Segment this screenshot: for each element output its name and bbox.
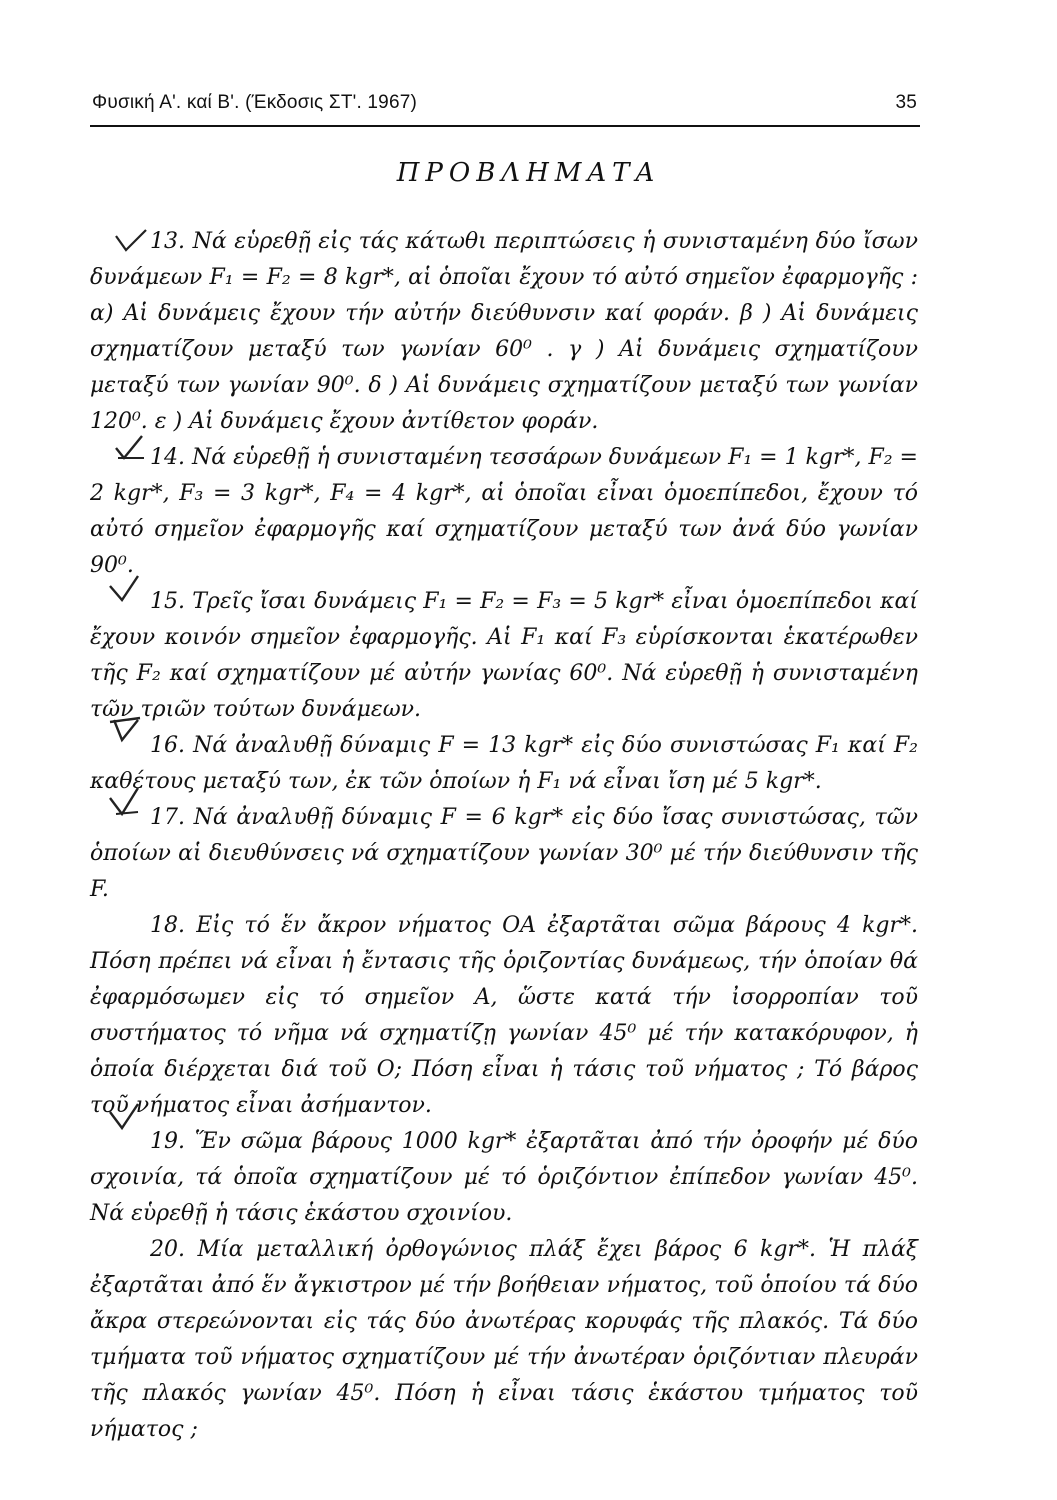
problem-19 [90,1124,918,1232]
running-header [92,92,917,114]
problems-list [90,224,918,1448]
problem-text: Νά εὑρεθῇ ἡ συνισταμένη τεσσάρων δυνάμεων F₁ = 1 kgr*, F₂ = 2 kgr*, F₃ = 3 kgr*, F₄ = 4 kgr*, αἱ ὁποῖαι εἶναι ὁμοεπίπεδοι, ἔχουν τό αὐτό σημεῖον ἐφαρμογῆς καί σχηματίζουν μεταξύ των ἀνά δύο γωνίαν 90⁰. [90,445,918,578]
check-mark-icon [114,434,148,464]
check-mark-icon [114,226,148,256]
problem-number: 19. [150,1129,185,1154]
problem-17 [90,800,918,908]
problem-20 [90,1232,918,1448]
check-mark-icon [108,574,142,604]
problem-number: 20. [150,1237,185,1262]
problem-14 [90,440,918,584]
problem-text: Τρεῖς ἴσαι δυνάμεις F₁ = F₂ = F₃ = 5 kgr* εἶναι ὁμοεπίπεδοι καί ἔχουν κοινόν σημεῖον ἐφαρμογῆς. Αἱ F₁ καί F₃ εὑρίσκονται ἑκατέρωθεν τῆς F₂ καί σχηματίζουν μέ αὐτήν γωνίας 60⁰. Νά εὑρεθῇ ἡ συνισταμένη τῶν τριῶν τούτων δυνάμεων. [90,589,918,722]
check-mark-icon [108,786,142,816]
problem-number: 13. [150,229,185,254]
page-number: 35 [895,92,917,113]
check-mark-icon [108,716,142,746]
problem-number: 18. [150,913,185,938]
problem-16 [90,728,918,800]
problem-18 [90,908,918,1124]
section-title: ΠΡΟΒΛΗΜΑΤΑ [396,158,661,188]
problem-text: Ἕν σῶμα βάρους 1000 kgr* ἐξαρτᾶται ἀπό τήν ὀροφήν μέ δύο σχοινία, τά ὁποῖα σχηματίζουν μέ τό ὁριζόντιον ἐπίπεδον γωνίαν 45⁰. Νά εὑρεθῇ ἡ τάσις ἑκάστου σχοινίου. [90,1129,918,1226]
problem-15 [90,584,918,728]
problem-number: 16. [150,733,185,758]
problem-13 [90,224,918,440]
problem-text: Μία μεταλλική ὀρθογώνιος πλάξ ἔχει βάρος 6 kgr*. Ἡ πλάξ ἐξαρτᾶται ἀπό ἕν ἄγκιστρον μέ τήν βοήθειαν νήματος, τοῦ ὁποίου τά δύο ἄκρα στερεώνονται εἰς τάς δύο ἀνωτέρας κορυφάς τῆς πλακός. Τά δύο τμήματα τοῦ νήματος σχηματίζουν μέ τήν ἀνωτέραν ὁριζόντιαν πλευράν τῆς πλακός γωνίαν 45⁰. Πόση ἡ εἶναι τάσις ἑκάστου τμήματος τοῦ νήματος ; [90,1237,918,1442]
problem-text: Εἰς τό ἕν ἄκρον νήματος ΟΑ ἐξαρτᾶται σῶμα βάρους 4 kgr*. Πόση πρέπει νά εἶναι ἡ ἔντασις τῆς ὁριζοντίας δυνάμεως, τήν ὁποίαν θά ἐφαρμόσωμεν εἰς τό σημεῖον Α, ὥστε κατά τήν ἰσορροπίαν τοῦ συστήματος τό νῆμα νά σχηματίζῃ γωνίαν 45⁰ μέ τήν κατακόρυφον, ἡ ὁποία διέρχεται διά τοῦ Ο; Πόση εἶναι ἡ τάσις τοῦ νήματος ; Τό βάρος τοῦ νήματος εἶναι ἀσήμαντον. [90,913,918,1118]
problem-number: 14. [150,445,185,470]
problem-text: Νά εὑρεθῇ εἰς τάς κάτωθι περιπτώσεις ἡ συνισταμένη δύο ἴσων δυνάμεων F₁ = F₂ = 8 kgr*, αἱ ὁποῖαι ἔχουν τό αὐτό σημεῖον ἐφαρμογῆς : α) Αἱ δυνάμεις ἔχουν τήν αὐτήν διεύθυνσιν καί φοράν. β ) Αἱ δυνάμεις σχηματίζουν μεταξύ των γωνίαν 60⁰ . γ ) Αἱ δυνάμεις σχηματίζουν μεταξύ των γωνίαν 90⁰. δ ) Αἱ δυνάμεις σχηματίζουν μεταξύ των γωνίαν 120⁰. ε ) Αἱ δυνάμεις ἔχουν ἀντίθετον φοράν. [90,229,918,434]
problem-text: Νά ἀναλυθῇ δύναμις F = 13 kgr* εἰς δύο συνιστώσας F₁ καί F₂ καθέτους μεταξύ των, ἐκ τῶν ὁποίων ἡ F₁ νά εἶναι ἴση μέ 5 kgr*. [90,733,918,794]
problem-text: Νά ἀναλυθῇ δύναμις F = 6 kgr* εἰς δύο ἴσας συνιστώσας, τῶν ὁποίων αἱ διευθύνσεις νά σχηματίζουν γωνίαν 30⁰ μέ τήν διεύθυνσιν τῆς F. [90,805,919,902]
problem-number: 15. [150,589,185,614]
check-mark-icon [108,1102,142,1132]
header-rule [90,125,920,127]
running-title: Φυσική Α'. καί Β'. (Έκδοσις ΣΤ'. 1967) [92,92,418,113]
problem-number: 17. [150,805,185,830]
